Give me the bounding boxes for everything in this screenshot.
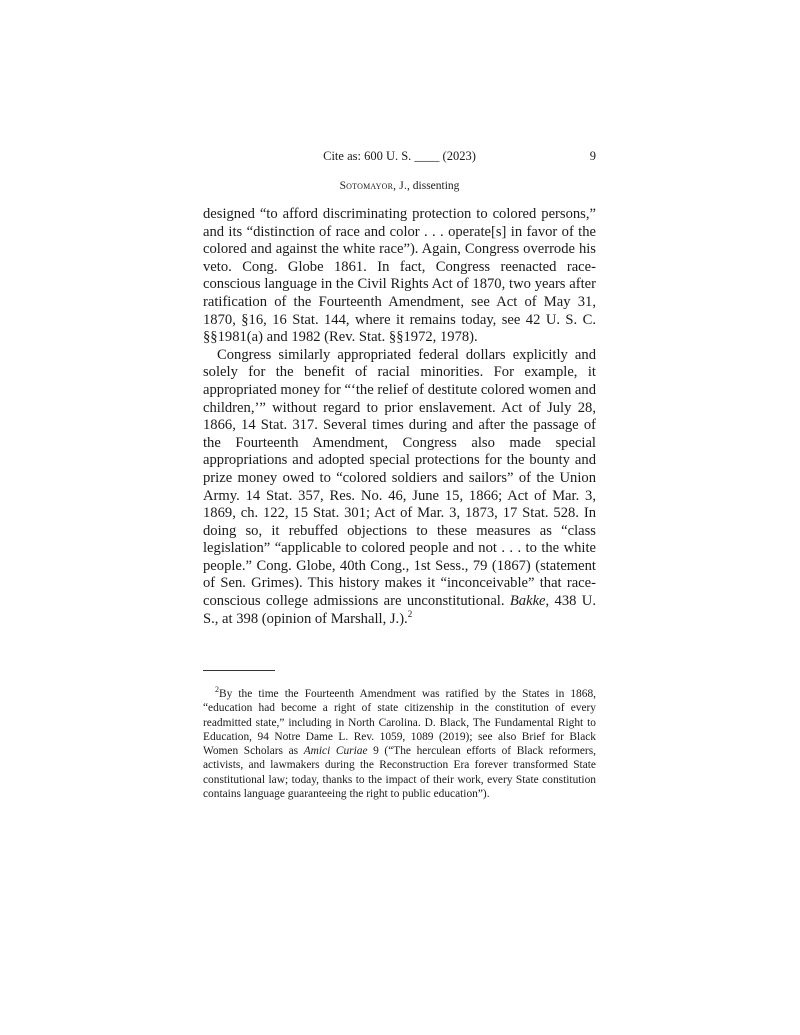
footnote-tail: 9 (“The herculean efforts of Black reformers, activists, and lawmakers during the Reconstruction Era forever transformed State constitutional law; today, thanks to the impact of their work, every State constitution contains language guaranteeing the right to public education”). — [203, 745, 596, 801]
footnote-number: 2 — [215, 685, 219, 695]
body-paragraph-1: designed “to afford discriminating protection to colored persons,” and its “distinction of race and color . . . operate[s] in favor of the colored and against the white race”). Again, Congress overrode his veto. Cong. Globe 1861. In fact, Congress reenacted race-conscious language in the Civil Rights Act of 1870, two years after ratification of the Fourteenth Amendment, see Act of May 31, 1870, §16, 16 Stat. 144, where it remains today, see 42 U. S. C. §§1981(a) and 1982 (Rev. Stat. §§1972, 1978). — [203, 206, 596, 346]
footnote — [203, 687, 596, 801]
footnote-italic: Amici Curiae — [303, 745, 368, 758]
author-suffix: , dissenting — [407, 180, 460, 192]
page-number: 9 — [589, 149, 596, 163]
author-name: Sotomayor, J. — [339, 180, 408, 192]
citation-line: Cite as: 600 U. S. ____ (2023) — [323, 149, 476, 163]
case-name: Bakke — [509, 593, 546, 610]
body-paragraph-2 — [203, 347, 596, 629]
footnote-text: By the time the Fourteenth Amendment was ratified by the States in 1868, “education had become a right of state citizenship in the constitution of every readmitted state,” including in North Carolina. D. Black, The Fundamental Right to Education, 94 Notre Dame L. Rev. 1059, 1089 (2019); see also Brief for Black Women Scholars as — [203, 688, 596, 758]
author-line — [203, 180, 596, 192]
paragraph-2-tail: , 438 U. S., at 398 (opinion of Marshall, J.). — [203, 593, 596, 627]
paragraph-2-text: Congress similarly appropriated federal dollars explicitly and solely for the benefit of racial minorities. For example, it appropriated money for “‘the relief of destitute colored women and children,’” without regard to prior enslavement. Act of July 28, 1866, 14 Stat. 317. Several times during and after the passage of the Fourteenth Amendment, Congress also made special appropriations and adopted special protections for the bounty and prize money owed to “colored soldiers and sailors” of the Union Army. 14 Stat. 357, Res. No. 46, June 15, 1866; Act of Mar. 3, 1869, ch. 122, 15 Stat. 301; Act of Mar. 3, 1873, 17 Stat. 528. In doing so, it rebuffed objections to these measures as “class legislation” “applicable to colored people and not . . . to the white people.” Cong. Globe, 40th Cong., 1st Sess., 79 (1867) (statement of Sen. Grimes). This history makes it “inconceivable” that race-conscious college admissions are unconstitutional. — [203, 346, 596, 610]
running-header — [203, 149, 596, 165]
footnote-divider — [203, 670, 275, 671]
footnote-reference[interactable]: 2 — [407, 608, 413, 619]
opinion-body — [203, 206, 596, 628]
